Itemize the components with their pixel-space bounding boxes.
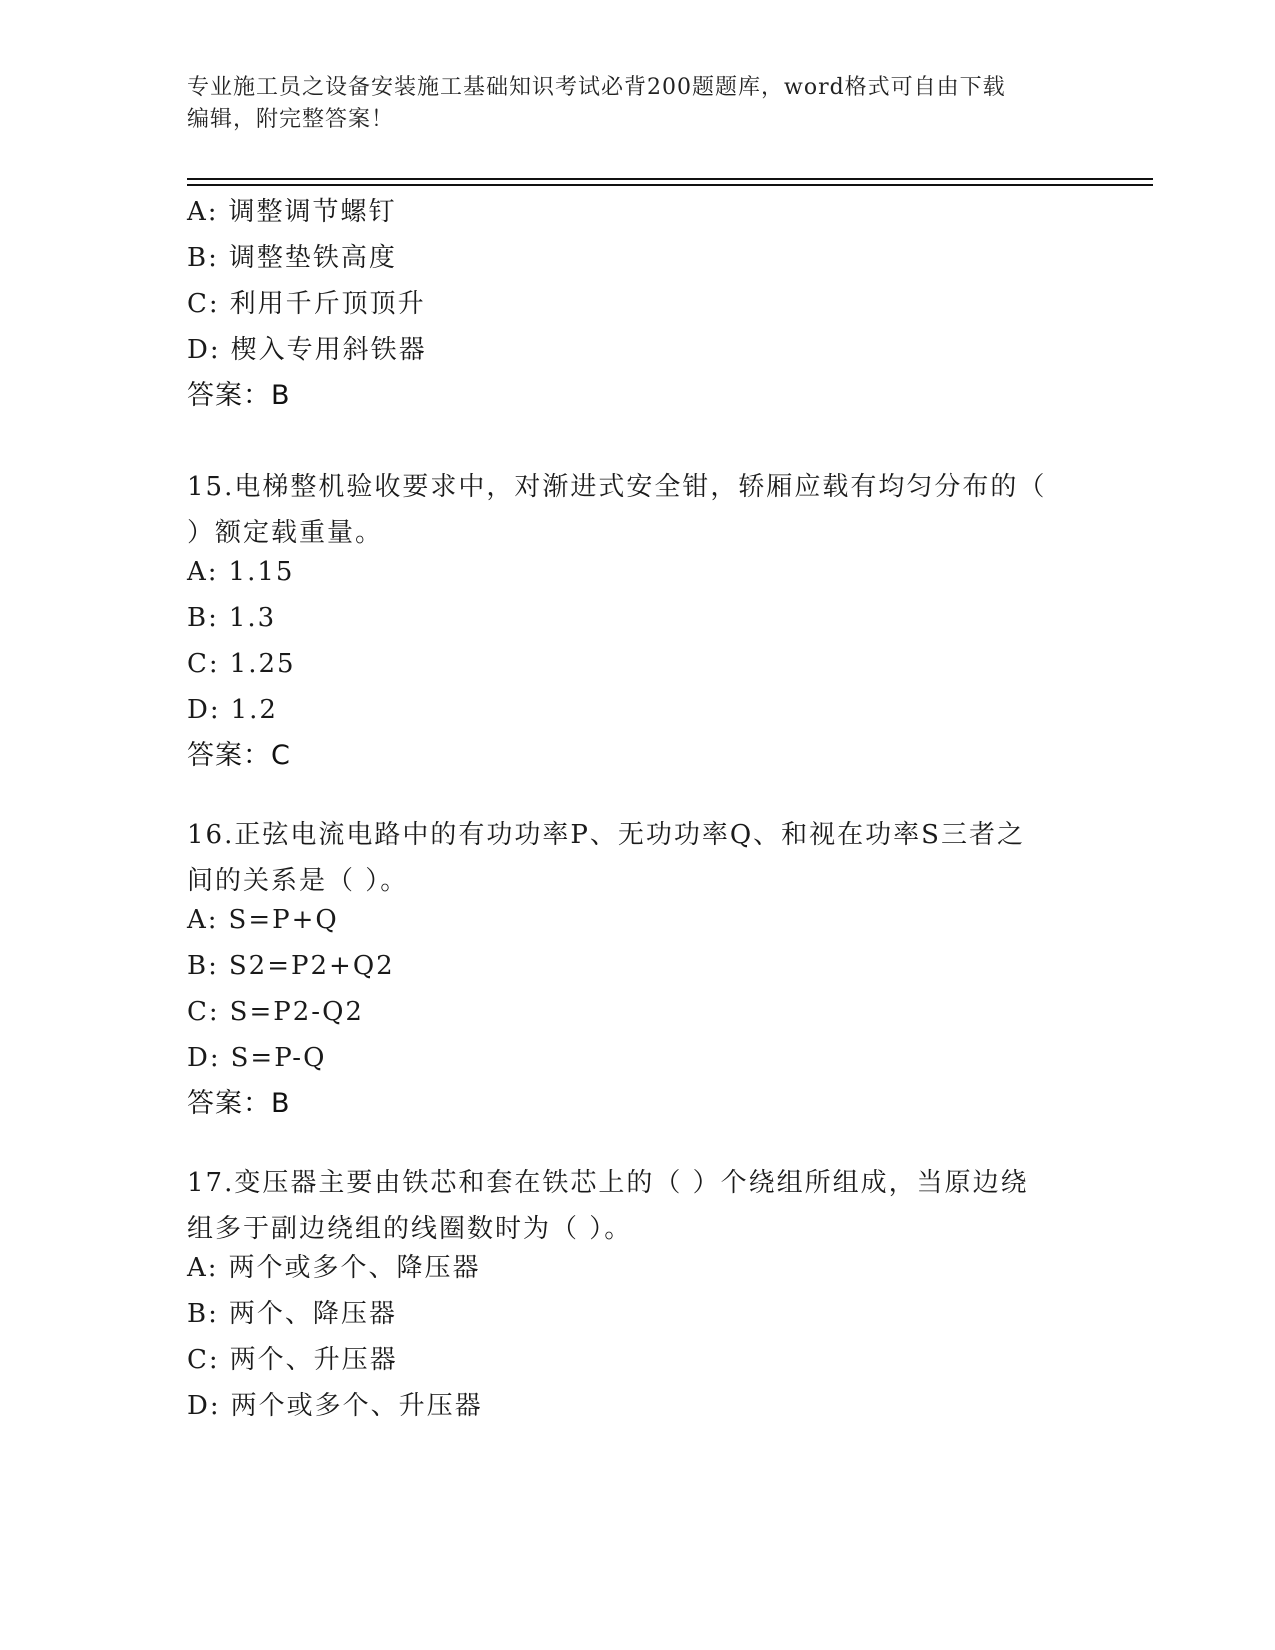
option-d: D: 1.2 <box>187 695 278 725</box>
option-b: B: 调整垫铁高度 <box>187 243 397 273</box>
option-b: B: 1.3 <box>187 603 277 633</box>
option-a: A: 两个或多个、降压器 <box>187 1253 481 1283</box>
question-text-line2: ）额定载重量。 <box>187 518 384 548</box>
option-c: C: 两个、升压器 <box>187 1345 398 1375</box>
header-title-line2: 编辑，附完整答案！ <box>187 107 395 132</box>
question-16 <box>187 812 1087 1134</box>
option-c: C: 1.25 <box>187 649 296 679</box>
header-divider-top <box>187 178 1153 180</box>
option-d: D: S=P-Q <box>187 1043 327 1073</box>
option-d: D: 两个或多个、升压器 <box>187 1391 483 1421</box>
question-text-line1: 16.正弦电流电路中的有功功率P、无功功率Q、和视在功率S三者之 <box>187 820 1025 850</box>
question-text-line1: 15.电梯整机验收要求中，对渐进式安全钳，轿厢应载有均匀分布的（ <box>187 472 1047 502</box>
option-a: A: 1.15 <box>187 557 295 587</box>
question-text-line2: 组多于副边绕组的线圈数时为（ ）。 <box>187 1214 633 1244</box>
question-17 <box>187 1160 1087 1436</box>
question-text-line1: 17.变压器主要由铁芯和套在铁芯上的（ ）个绕组所组成，当原边绕 <box>187 1168 1029 1198</box>
option-c: C: S=P2-Q2 <box>187 997 364 1027</box>
option-c: C: 利用千斤顶顶升 <box>187 289 426 319</box>
option-b: B: 两个、降压器 <box>187 1299 397 1329</box>
question-text-line2: 间的关系是（ ）。 <box>187 866 409 896</box>
header-divider-bottom <box>187 184 1153 186</box>
option-d: D: 楔入专用斜铁器 <box>187 335 427 365</box>
answer-line: 答案：B <box>187 1088 291 1119</box>
answer-line: 答案：C <box>187 740 291 771</box>
option-a: A: S=P+Q <box>187 905 339 935</box>
question-15 <box>187 464 1087 786</box>
question-14 <box>187 196 1087 426</box>
header-title-line1: 专业施工员之设备安装施工基础知识考试必背200题题库，word格式可自由下载 <box>187 75 1006 100</box>
option-a: A: 调整调节螺钉 <box>187 197 397 227</box>
option-b: B: S2=P2+Q2 <box>187 951 395 981</box>
answer-line: 答案：B <box>187 380 291 411</box>
document-header <box>187 72 1067 136</box>
